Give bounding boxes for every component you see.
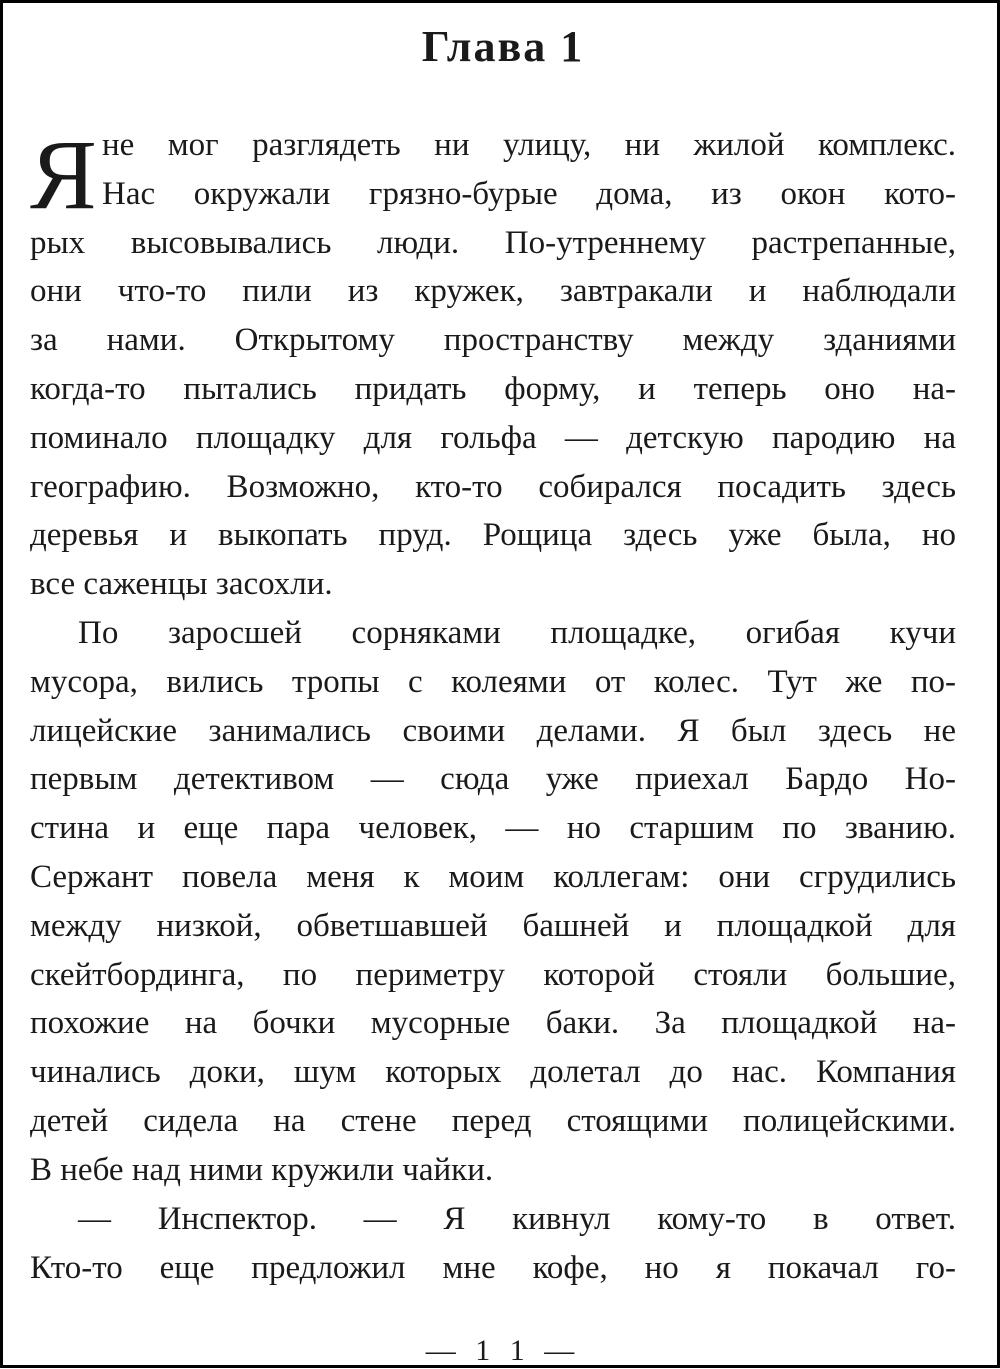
- text-line: не мог разглядеть ни улицу, ни жилой комплекс.: [102, 127, 956, 163]
- text-line: стина и еще пара человек, — но старшим по званию.: [30, 810, 956, 847]
- text-line: По заросшей сорняками площадке, огибая кучи: [78, 615, 956, 651]
- text-line: детей сидела на стене перед стоящими полицейскими.: [30, 1102, 956, 1139]
- text-line: лицейские занимались своими делами. Я был здесь не: [30, 712, 956, 749]
- page-number: — 1 1 —: [425, 1334, 581, 1367]
- text-line: Кто-то еще предложил мне кофе, но я покачал го-: [30, 1249, 956, 1286]
- text-line: все саженцы засохли.: [30, 566, 333, 603]
- text-line: они что-то пили из кружек, завтракали и наблюдали: [30, 273, 956, 310]
- text-line: деревья и выкопать пруд. Рощица здесь уже была, но: [30, 517, 956, 554]
- text-line: Сержант повела меня к моим коллегам: они сгрудились: [30, 858, 956, 895]
- text-line: когда-то пытались придать форму, и теперь оно на-: [30, 370, 956, 407]
- text-line: — Инспектор. — Я кивнул кому-то в ответ.: [78, 1201, 956, 1237]
- chapter-title: Глава 1: [421, 22, 585, 71]
- text-line: географию. Возможно, кто-то собирался посадить здесь: [30, 468, 956, 505]
- text-line: первым детективом — сюда уже приехал Бардо Но-: [30, 761, 956, 798]
- text-line: рых высовывались люди. По-утреннему растрепанные,: [30, 224, 956, 261]
- text-line: скейтбординга, по периметру которой стояли большие,: [30, 956, 956, 993]
- text-line: чинались доки, шум которых долетал до нас. Компания: [30, 1054, 956, 1091]
- text-line: Нас окружали грязно-бурые дома, из окон кото-: [102, 175, 956, 212]
- text-line: между низкой, обветшавшей башней и площадкой для: [30, 907, 956, 944]
- text-line: за нами. Открытому пространству между зданиями: [30, 322, 956, 359]
- text-line: похожие на бочки мусорные баки. За площадкой на-: [30, 1005, 956, 1042]
- paragraph-1: [30, 121, 956, 609]
- drop-cap: Я: [30, 119, 97, 230]
- paragraph-2: [30, 609, 956, 1195]
- text-line: В небе над ними кружили чайки.: [30, 1151, 494, 1188]
- paragraph-3: [30, 1195, 956, 1293]
- text-line: мусора, вились тропы с колеями от колес. Тут же по-: [30, 663, 956, 700]
- text-line: поминало площадку для гольфа — детскую пародию на: [30, 419, 956, 456]
